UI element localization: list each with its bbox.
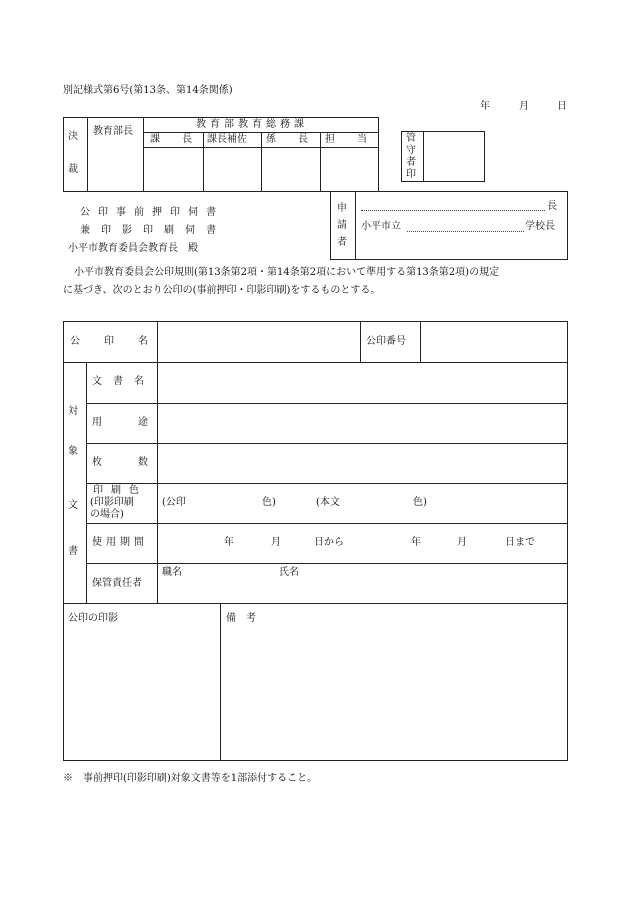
intro-line1: 小平市教育委員会公印規則(第13条第2項・第14条第2項において準用する第13条第2項)の規定 — [74, 267, 500, 278]
print-color-label-3: の場合) — [90, 509, 124, 520]
doc-name-label: 文書名 — [92, 376, 155, 387]
purpose-label: 用途 — [92, 417, 184, 428]
target-char-4: 書 — [68, 546, 78, 557]
remarks-label: 備考 — [226, 613, 266, 624]
approval-label-top: 決 — [68, 131, 78, 142]
date-day: 日 — [557, 101, 567, 112]
period-to-year: 年 — [411, 537, 421, 548]
section-label: 教育部教育総務課 — [196, 119, 308, 130]
seal-number-label: 公印番号 — [366, 336, 406, 347]
date-month: 月 — [519, 101, 529, 112]
approval-label-bottom: 裁 — [68, 164, 78, 175]
seal-name-label: 公印名 — [70, 336, 172, 347]
applicant-city: 小平市立 — [361, 221, 401, 232]
unit-chief-label: 係長 — [266, 134, 330, 145]
date-year: 年 — [480, 101, 490, 112]
print-color-label-1: 印刷色 — [93, 485, 147, 496]
custodian-label: 保管責任者 — [92, 578, 142, 589]
period-from-year: 年 — [224, 537, 234, 548]
applicant-school-suffix: 学校長 — [525, 221, 555, 232]
target-char-3: 文 — [68, 500, 78, 511]
color-body-open: (本文 — [316, 497, 340, 508]
color-seal-open: (公印 — [162, 497, 186, 508]
footnote: ※ 事前押印(印影印刷)対象文書等を1部添付すること。 — [63, 773, 318, 784]
custodian-name: 氏名 — [279, 567, 299, 578]
color-seal-close: 色) — [262, 497, 276, 508]
custodian-post: 職名 — [162, 567, 182, 578]
print-color-label-2: (印影印刷 — [90, 497, 134, 508]
assistant-label: 課長補佐 — [207, 134, 247, 145]
chief-label: 課長 — [150, 134, 214, 145]
seal-impression-label: 公印の印影 — [68, 613, 118, 624]
period-to-day: 日まで — [505, 537, 535, 548]
period-from-day: 日から — [314, 537, 344, 548]
addressee: 小平市教育委員会教育長 殿 — [68, 243, 198, 254]
period-from-month: 月 — [271, 537, 281, 548]
custodian-seal-label: 管守者印 — [406, 133, 416, 180]
period-to-month: 月 — [457, 537, 467, 548]
period-label: 使用期間 — [92, 537, 148, 548]
intro-line2: に基づき、次のとおり公印の(事前押印・印影印刷)をするものとする。 — [63, 285, 381, 296]
target-char-1: 対 — [68, 406, 78, 417]
form-number: 別記様式第6号(第13条、第14条関係) — [63, 85, 233, 96]
director-label: 教育部長 — [93, 126, 133, 137]
target-char-2: 象 — [68, 446, 78, 457]
count-label: 枚数 — [92, 457, 184, 468]
applicant-chief-suffix: 長 — [547, 201, 557, 212]
staff-label: 担当 — [325, 134, 389, 145]
color-body-close: 色) — [413, 497, 427, 508]
title-line2: 兼印影印刷伺書 — [80, 225, 227, 236]
title-line1: 公印事前押印伺書 — [80, 207, 224, 218]
applicant-label: 申請者 — [337, 203, 347, 248]
